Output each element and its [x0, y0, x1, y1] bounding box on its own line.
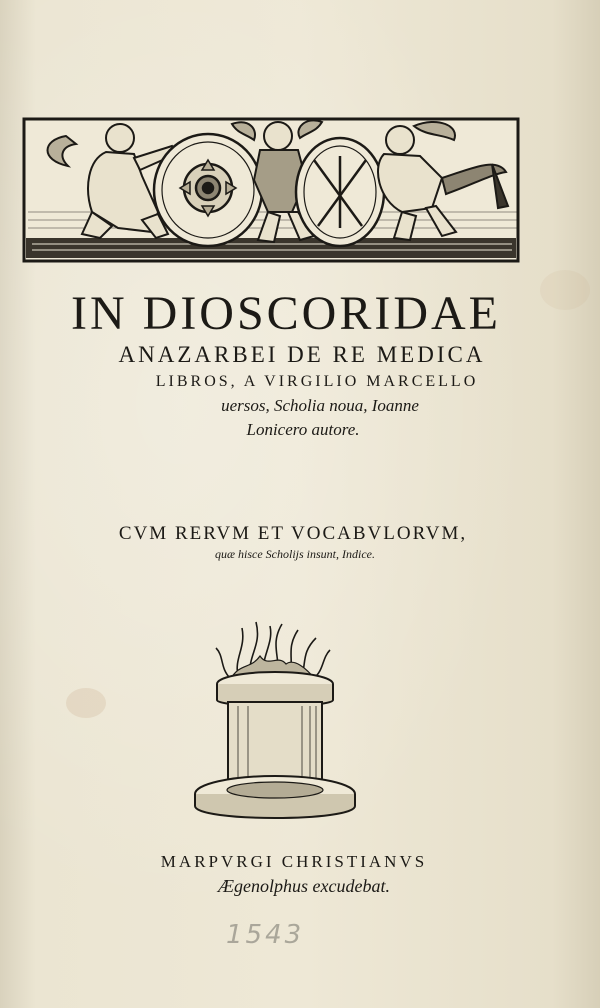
title-line-3: LIBROS, A VIRGILIO MARCELLO — [155, 373, 479, 390]
imprint-line-2: Ægenolphus excudebat. — [218, 876, 390, 896]
burning-altar-device — [190, 618, 360, 824]
title-line-5: Lonicero autore. — [246, 420, 360, 439]
index-line-1: CVM RERVM ET VOCABVLORVM, — [118, 523, 468, 544]
imprint-line-1: MARPVRGI CHRISTIANVS — [160, 852, 428, 871]
handwritten-year: 1543 — [226, 920, 305, 950]
paper-stain — [66, 688, 106, 718]
title-line-2: ANAZARBEI DE RE MEDICA — [118, 342, 486, 367]
index-line-2: quæ hisce Scholijs insunt, Indice. — [215, 547, 375, 561]
woodcut-putti-illustration — [22, 116, 520, 264]
title-line-1: IN DIOSCORIDAE — [71, 287, 501, 340]
book-title — [0, 288, 560, 442]
printer-imprint — [0, 850, 600, 898]
index-note — [0, 522, 560, 562]
title-line-4: uersos, Scholia noua, Ioanne — [221, 396, 419, 415]
